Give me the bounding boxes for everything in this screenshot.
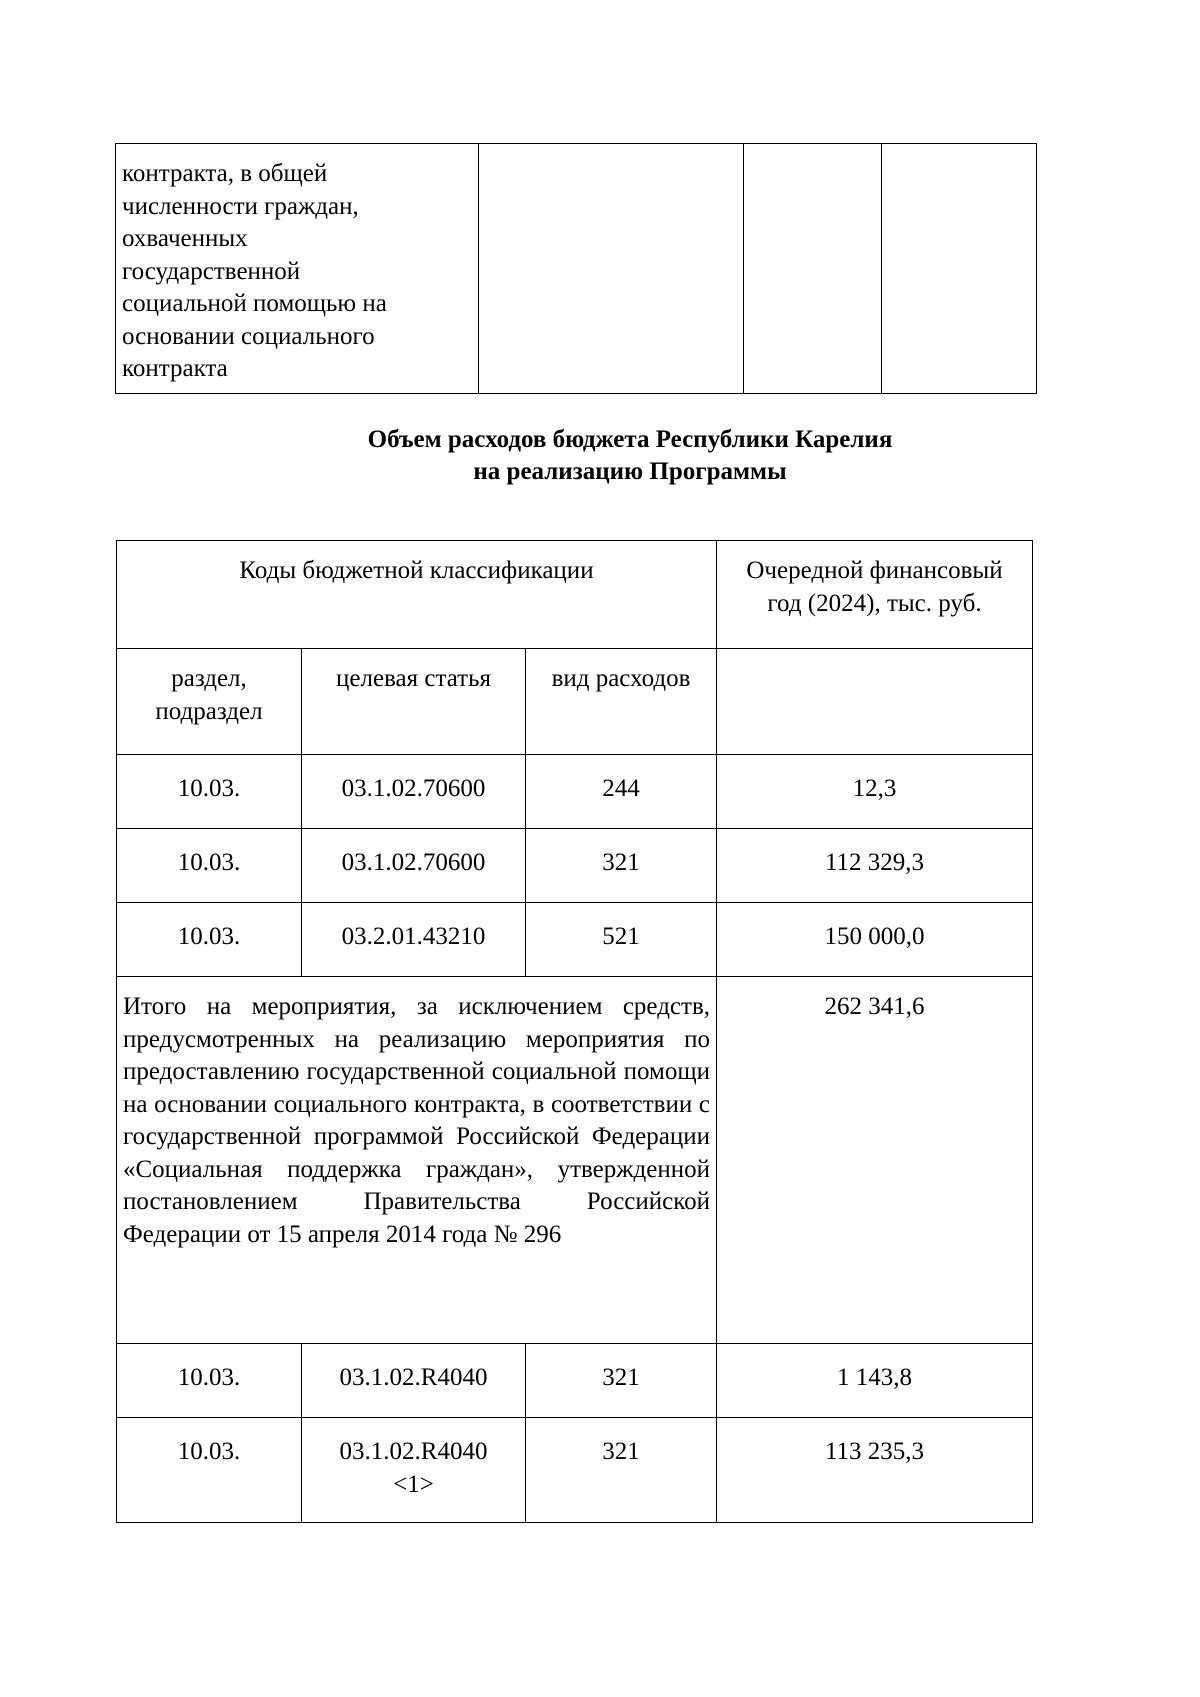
table-row	[116, 144, 1037, 394]
amount-header-line-1: Очередной финансовый	[746, 557, 1003, 584]
amount-cell: 1 143,8	[717, 1344, 1033, 1418]
text-line: охваченных	[122, 225, 248, 252]
amount-header-line-2: год (2024), тыс. руб.	[767, 589, 982, 617]
section-cell: 10.03.	[117, 903, 302, 977]
table-row	[117, 903, 1033, 977]
continuation-table	[115, 143, 1037, 394]
section-header-line-2: подраздел	[155, 697, 263, 725]
codes-header: Коды бюджетной классификации	[239, 557, 594, 584]
table-subheader-row	[117, 649, 1033, 755]
text-line: основании социального	[122, 322, 375, 350]
total-amount-cell: 262 341,6	[717, 977, 1033, 1344]
text-line: контракта	[122, 355, 228, 382]
indicator-name-cell	[116, 144, 479, 394]
table-header-row	[117, 541, 1033, 649]
section-heading	[0, 424, 1200, 488]
footnote-marker: <1>	[393, 1470, 434, 1498]
amount-header-cell	[717, 541, 1033, 649]
section-cell: 10.03.	[117, 1418, 302, 1523]
heading-line-1: Объем расходов бюджета Республики Карелия	[367, 426, 893, 453]
article-cell	[302, 1418, 526, 1523]
section-cell: 10.03.	[117, 829, 302, 903]
expense-type-cell: 321	[526, 829, 717, 903]
section-header-cell	[117, 649, 302, 755]
text-line: государственной	[122, 257, 301, 285]
total-description-cell: Итого на мероприятия, за исключением средств, предусмотренных на реализацию мероприятия по предоставлению государственной социальной помощи на основании социального контракта, в соответствии с государственной программой Российской Федерации «Социальная поддержка граждан», утвержденной постановлением Правительства Российской Федерации от 15 апреля 2014 года № 296	[117, 977, 717, 1344]
expense-type-cell: 321	[526, 1344, 717, 1418]
target-article-header: целевая статья	[336, 665, 491, 692]
total-row	[117, 977, 1033, 1344]
amount-cell: 112 329,3	[717, 829, 1033, 903]
article-cell: 03.1.02.70600	[302, 829, 526, 903]
expense-type-header-cell	[526, 649, 717, 755]
text-line: социальной помощью на	[122, 290, 387, 317]
table-row	[117, 755, 1033, 829]
empty-cell	[882, 144, 1037, 394]
expense-type-cell: 521	[526, 903, 717, 977]
article-cell: 03.2.01.43210	[302, 903, 526, 977]
target-article-header-cell	[302, 649, 526, 755]
table-row	[117, 1418, 1033, 1523]
codes-header-cell	[117, 541, 717, 649]
section-cell: 10.03.	[117, 1344, 302, 1418]
section-header-line-1: раздел,	[171, 665, 247, 692]
text-line: численности граждан,	[122, 192, 359, 220]
amount-cell: 12,3	[717, 755, 1033, 829]
heading-line-2: на реализацию Программы	[473, 458, 787, 485]
section-cell: 10.03.	[117, 755, 302, 829]
article-code: 03.1.02.R4040	[339, 1438, 488, 1465]
budget-table	[116, 540, 1033, 1523]
table-row	[117, 1344, 1033, 1418]
article-cell: 03.1.02.R4040	[302, 1344, 526, 1418]
text-line: контракта, в общей	[122, 160, 328, 187]
empty-cell	[717, 649, 1033, 755]
empty-cell	[479, 144, 744, 394]
article-cell: 03.1.02.70600	[302, 755, 526, 829]
expense-type-header: вид расходов	[551, 665, 691, 692]
amount-cell: 113 235,3	[717, 1418, 1033, 1523]
table-row	[117, 829, 1033, 903]
expense-type-cell: 321	[526, 1418, 717, 1523]
empty-cell	[744, 144, 882, 394]
expense-type-cell: 244	[526, 755, 717, 829]
amount-cell: 150 000,0	[717, 903, 1033, 977]
